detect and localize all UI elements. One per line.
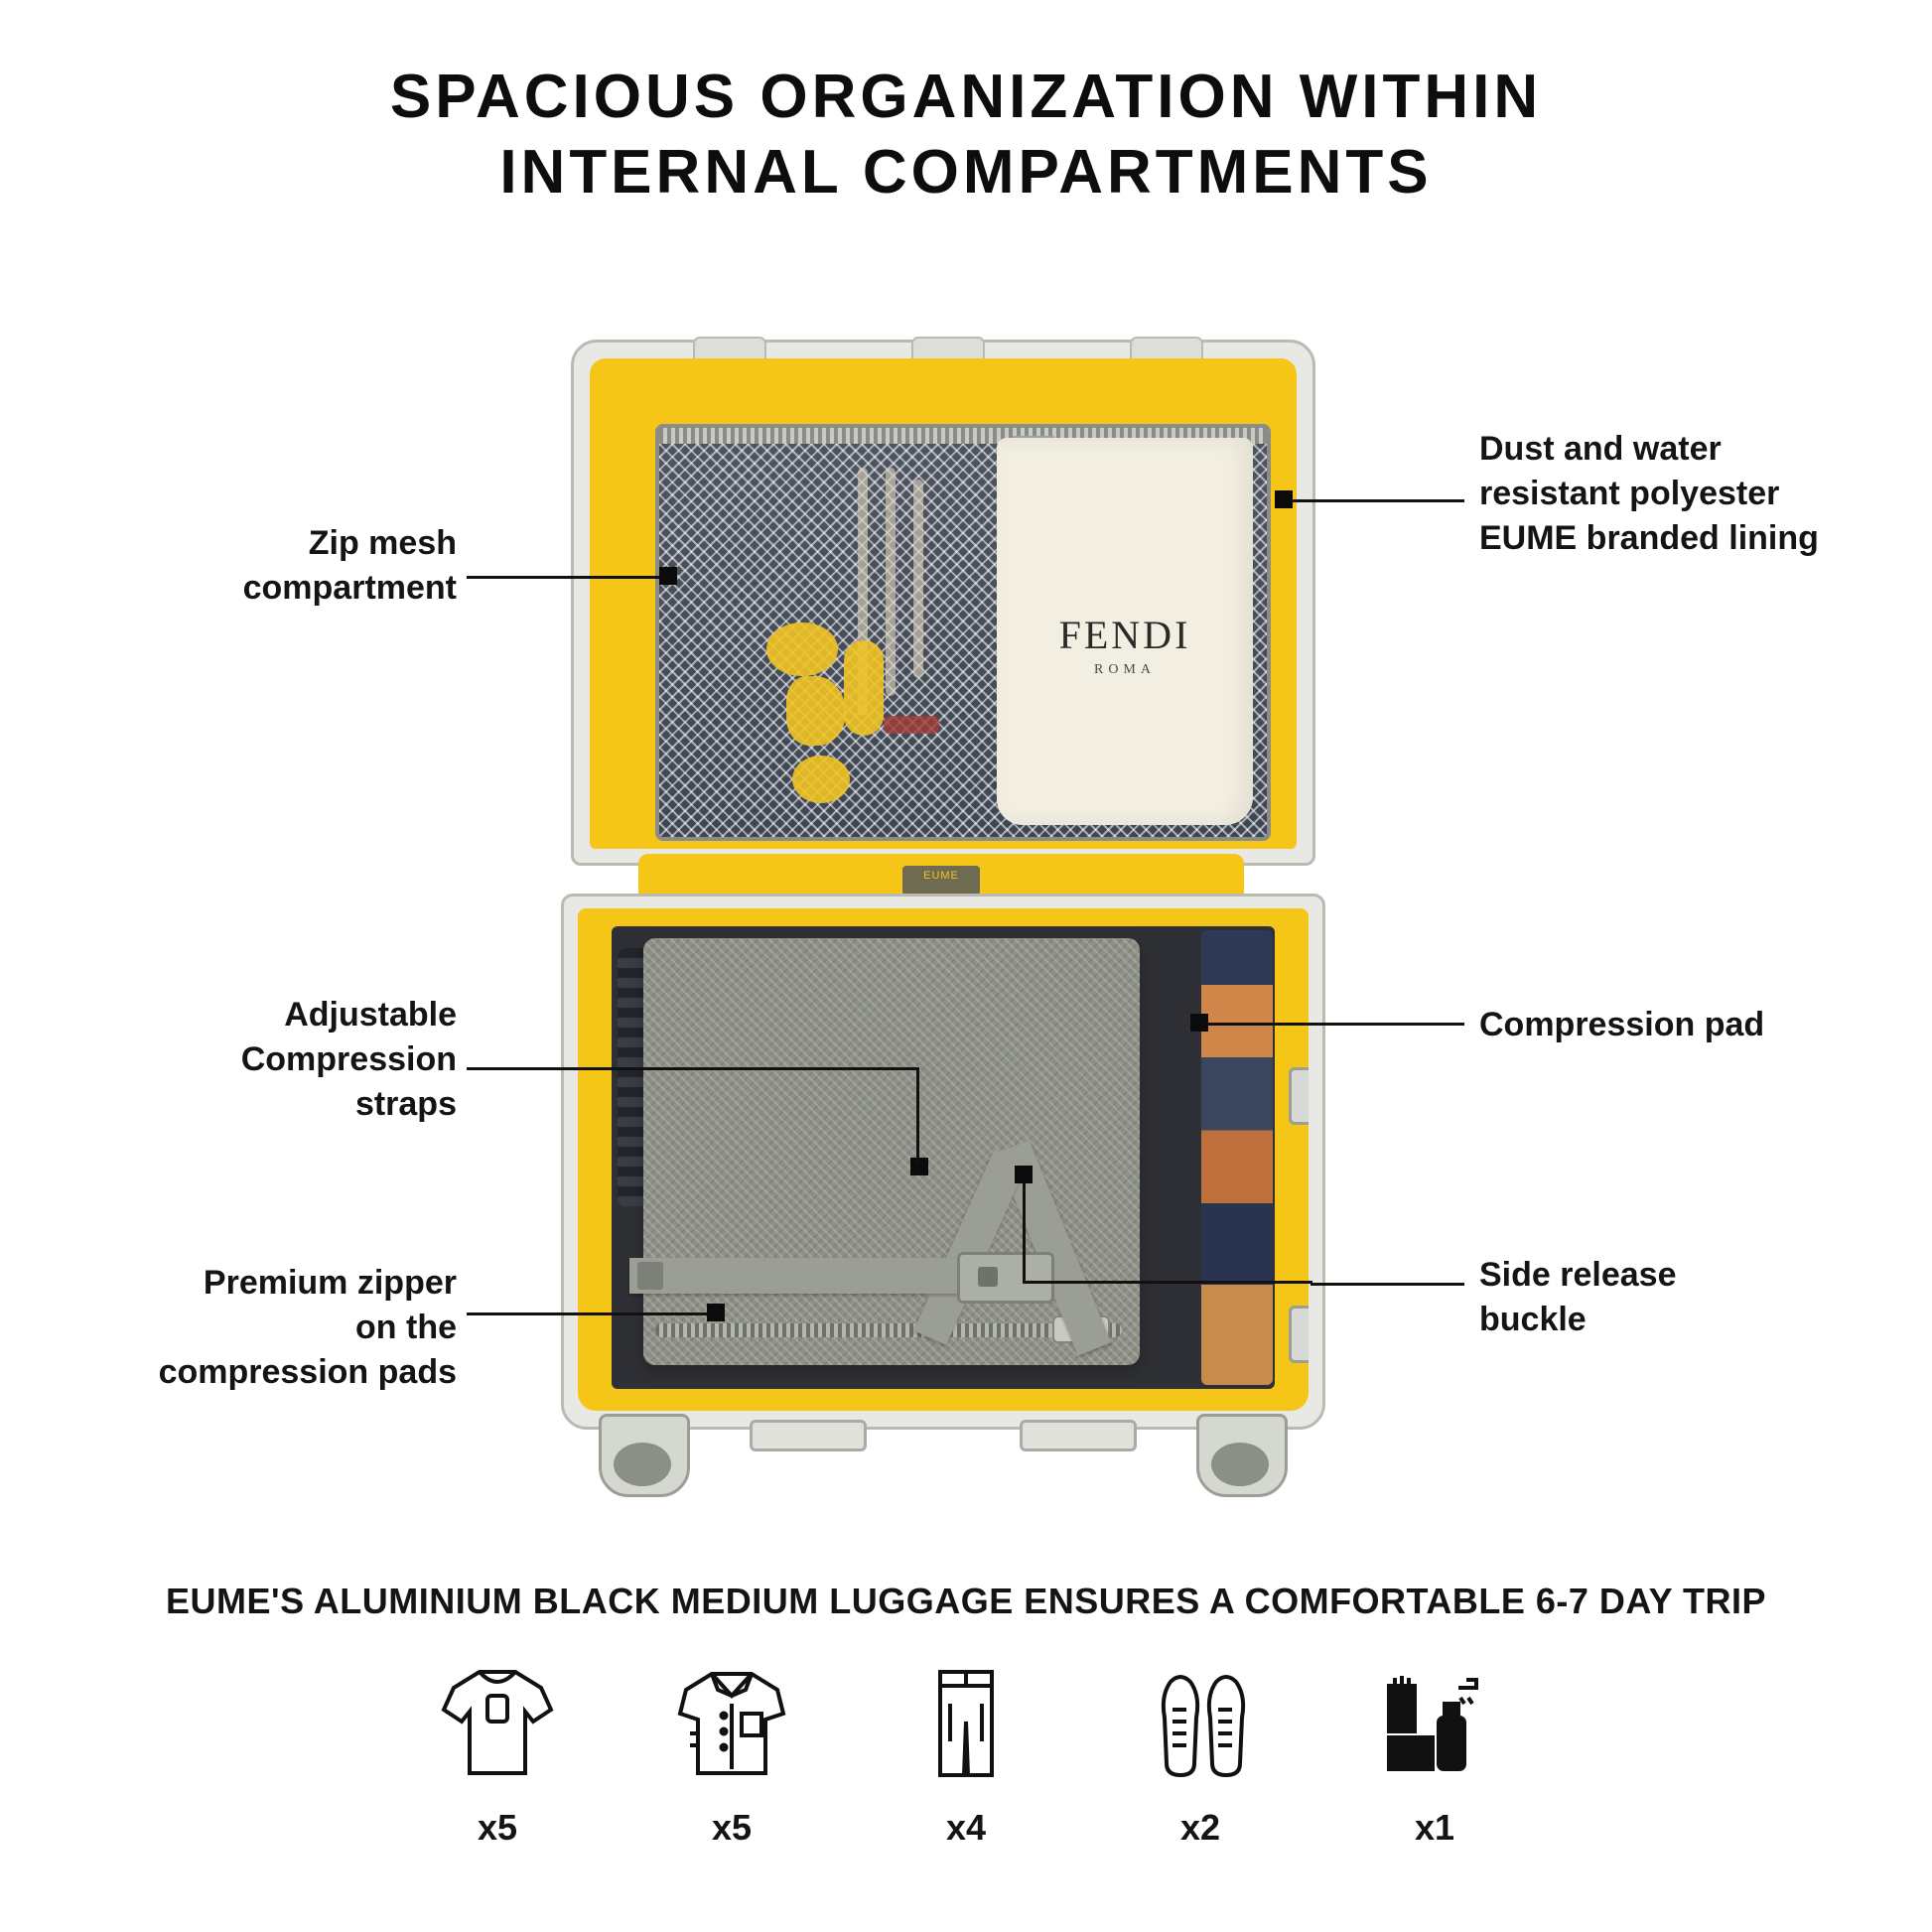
- packed-item: [792, 756, 850, 803]
- wheel-left: [599, 1414, 690, 1497]
- packed-clothes-right: [1201, 930, 1273, 1385]
- side-release-buckle: [957, 1252, 1054, 1304]
- callout-straps-line-3: straps: [354, 1085, 457, 1124]
- page-title-line-2: INTERNAL COMPARTMENTS: [499, 137, 1433, 207]
- compression-strap-horizontal: [629, 1258, 957, 1294]
- footer-caption: EUME'S ALUMINIUM BLACK MEDIUM LUGGAGE ENSURES A COMFORTABLE 6-7 DAY TRIP: [166, 1581, 1766, 1621]
- marker-side-release-buckle: [1015, 1166, 1033, 1183]
- callout-zip-mesh-line-1: Zip mesh: [308, 524, 457, 562]
- capacity-item-trousers: [892, 1648, 1040, 1849]
- capacity-count-shirts: x5: [711, 1807, 753, 1848]
- callout-compression-straps: [139, 993, 457, 1128]
- callout-zip-mesh-line-2: compartment: [242, 569, 457, 608]
- leader-line-buckle-vertical: [1023, 1173, 1026, 1283]
- callout-lining-line-2: resistant polyester: [1479, 475, 1780, 513]
- strap-adjuster: [637, 1262, 663, 1290]
- dust-bag-subbrand: ROMA: [1093, 662, 1156, 677]
- capacity-item-shoes: [1126, 1648, 1275, 1849]
- packed-item: [844, 640, 884, 736]
- page-title-line-1: SPACIOUS ORGANIZATION WITHIN: [389, 63, 1543, 131]
- dust-bag: [997, 438, 1253, 825]
- callout-buckle-line-1: Side release: [1479, 1256, 1677, 1294]
- packed-item: [766, 622, 838, 676]
- lid-lining: [590, 358, 1297, 849]
- capacity-list: [0, 1648, 1932, 1849]
- capacity-item-toiletries: [1360, 1648, 1509, 1849]
- toiletries-icon: [1360, 1648, 1509, 1797]
- tshirt-icon: [423, 1648, 572, 1797]
- callout-zipper-line-2: on the: [355, 1309, 457, 1347]
- base-foot-left: [750, 1420, 867, 1451]
- leader-line-compression-pad: [1206, 1023, 1464, 1026]
- luggage-base: [561, 894, 1325, 1430]
- packed-item: [884, 716, 939, 734]
- callout-zipper-line-1: Premium zipper: [203, 1264, 457, 1302]
- capacity-count-tshirts: x5: [477, 1807, 518, 1848]
- trousers-icon: [892, 1648, 1040, 1797]
- leader-line-side-release-buckle: [1311, 1283, 1464, 1286]
- callout-lining-line-3: EUME branded lining: [1479, 519, 1819, 558]
- packed-item: [786, 676, 846, 746]
- callout-lining: [1479, 427, 1896, 562]
- marker-premium-zipper: [707, 1304, 725, 1321]
- side-latch-top: [1289, 1067, 1309, 1125]
- side-latch-bottom: [1289, 1306, 1309, 1363]
- base-lining: [578, 908, 1309, 1411]
- callout-straps-line-1: Adjustable: [284, 996, 457, 1034]
- capacity-count-shoes: x2: [1179, 1807, 1221, 1848]
- leader-line-premium-zipper: [467, 1312, 715, 1315]
- leader-line-compression-straps: [467, 1067, 918, 1070]
- marker-compression-pad: [1190, 1014, 1208, 1032]
- luggage-lid: [571, 340, 1315, 866]
- shoes-icon: [1126, 1648, 1275, 1797]
- callout-straps-line-2: Compression: [240, 1040, 457, 1079]
- marker-zip-mesh: [659, 567, 677, 585]
- dust-bag-brand: FENDI: [1058, 613, 1191, 657]
- marker-compression-straps: [910, 1158, 928, 1175]
- base-foot-right: [1020, 1420, 1137, 1451]
- callout-compression-pad-label: Compression pad: [1479, 1006, 1765, 1043]
- marker-lining: [1275, 490, 1293, 508]
- capacity-count-toiletries: x1: [1414, 1807, 1455, 1848]
- eume-logo-tag: EUME: [902, 866, 980, 896]
- zip-mesh-compartment: [655, 424, 1271, 841]
- capacity-item-shirts: [657, 1648, 806, 1849]
- leader-line-zip-mesh: [467, 576, 667, 579]
- leader-line-buckle-horizontal: [1023, 1281, 1312, 1284]
- packed-garment-stripe: [886, 468, 896, 696]
- callout-side-release-buckle: [1479, 1253, 1896, 1342]
- callout-zipper-line-3: compression pads: [158, 1353, 457, 1392]
- callout-buckle-line-2: buckle: [1479, 1301, 1587, 1339]
- callout-compression-pad: [1479, 1003, 1896, 1047]
- callout-lining-line-1: Dust and water: [1479, 430, 1722, 468]
- callout-premium-zipper: [89, 1261, 457, 1396]
- wheel-right: [1196, 1414, 1288, 1497]
- shirt-icon: [657, 1648, 806, 1797]
- page-title: [0, 60, 1932, 209]
- capacity-item-tshirts: [423, 1648, 572, 1849]
- leader-line-compression-straps-vertical: [916, 1067, 919, 1162]
- capacity-count-trousers: x4: [945, 1807, 987, 1848]
- packed-garment-stripe: [913, 480, 923, 678]
- luggage-illustration: [541, 328, 1345, 1499]
- leader-line-lining: [1291, 499, 1464, 502]
- callout-zip-mesh: [159, 521, 457, 611]
